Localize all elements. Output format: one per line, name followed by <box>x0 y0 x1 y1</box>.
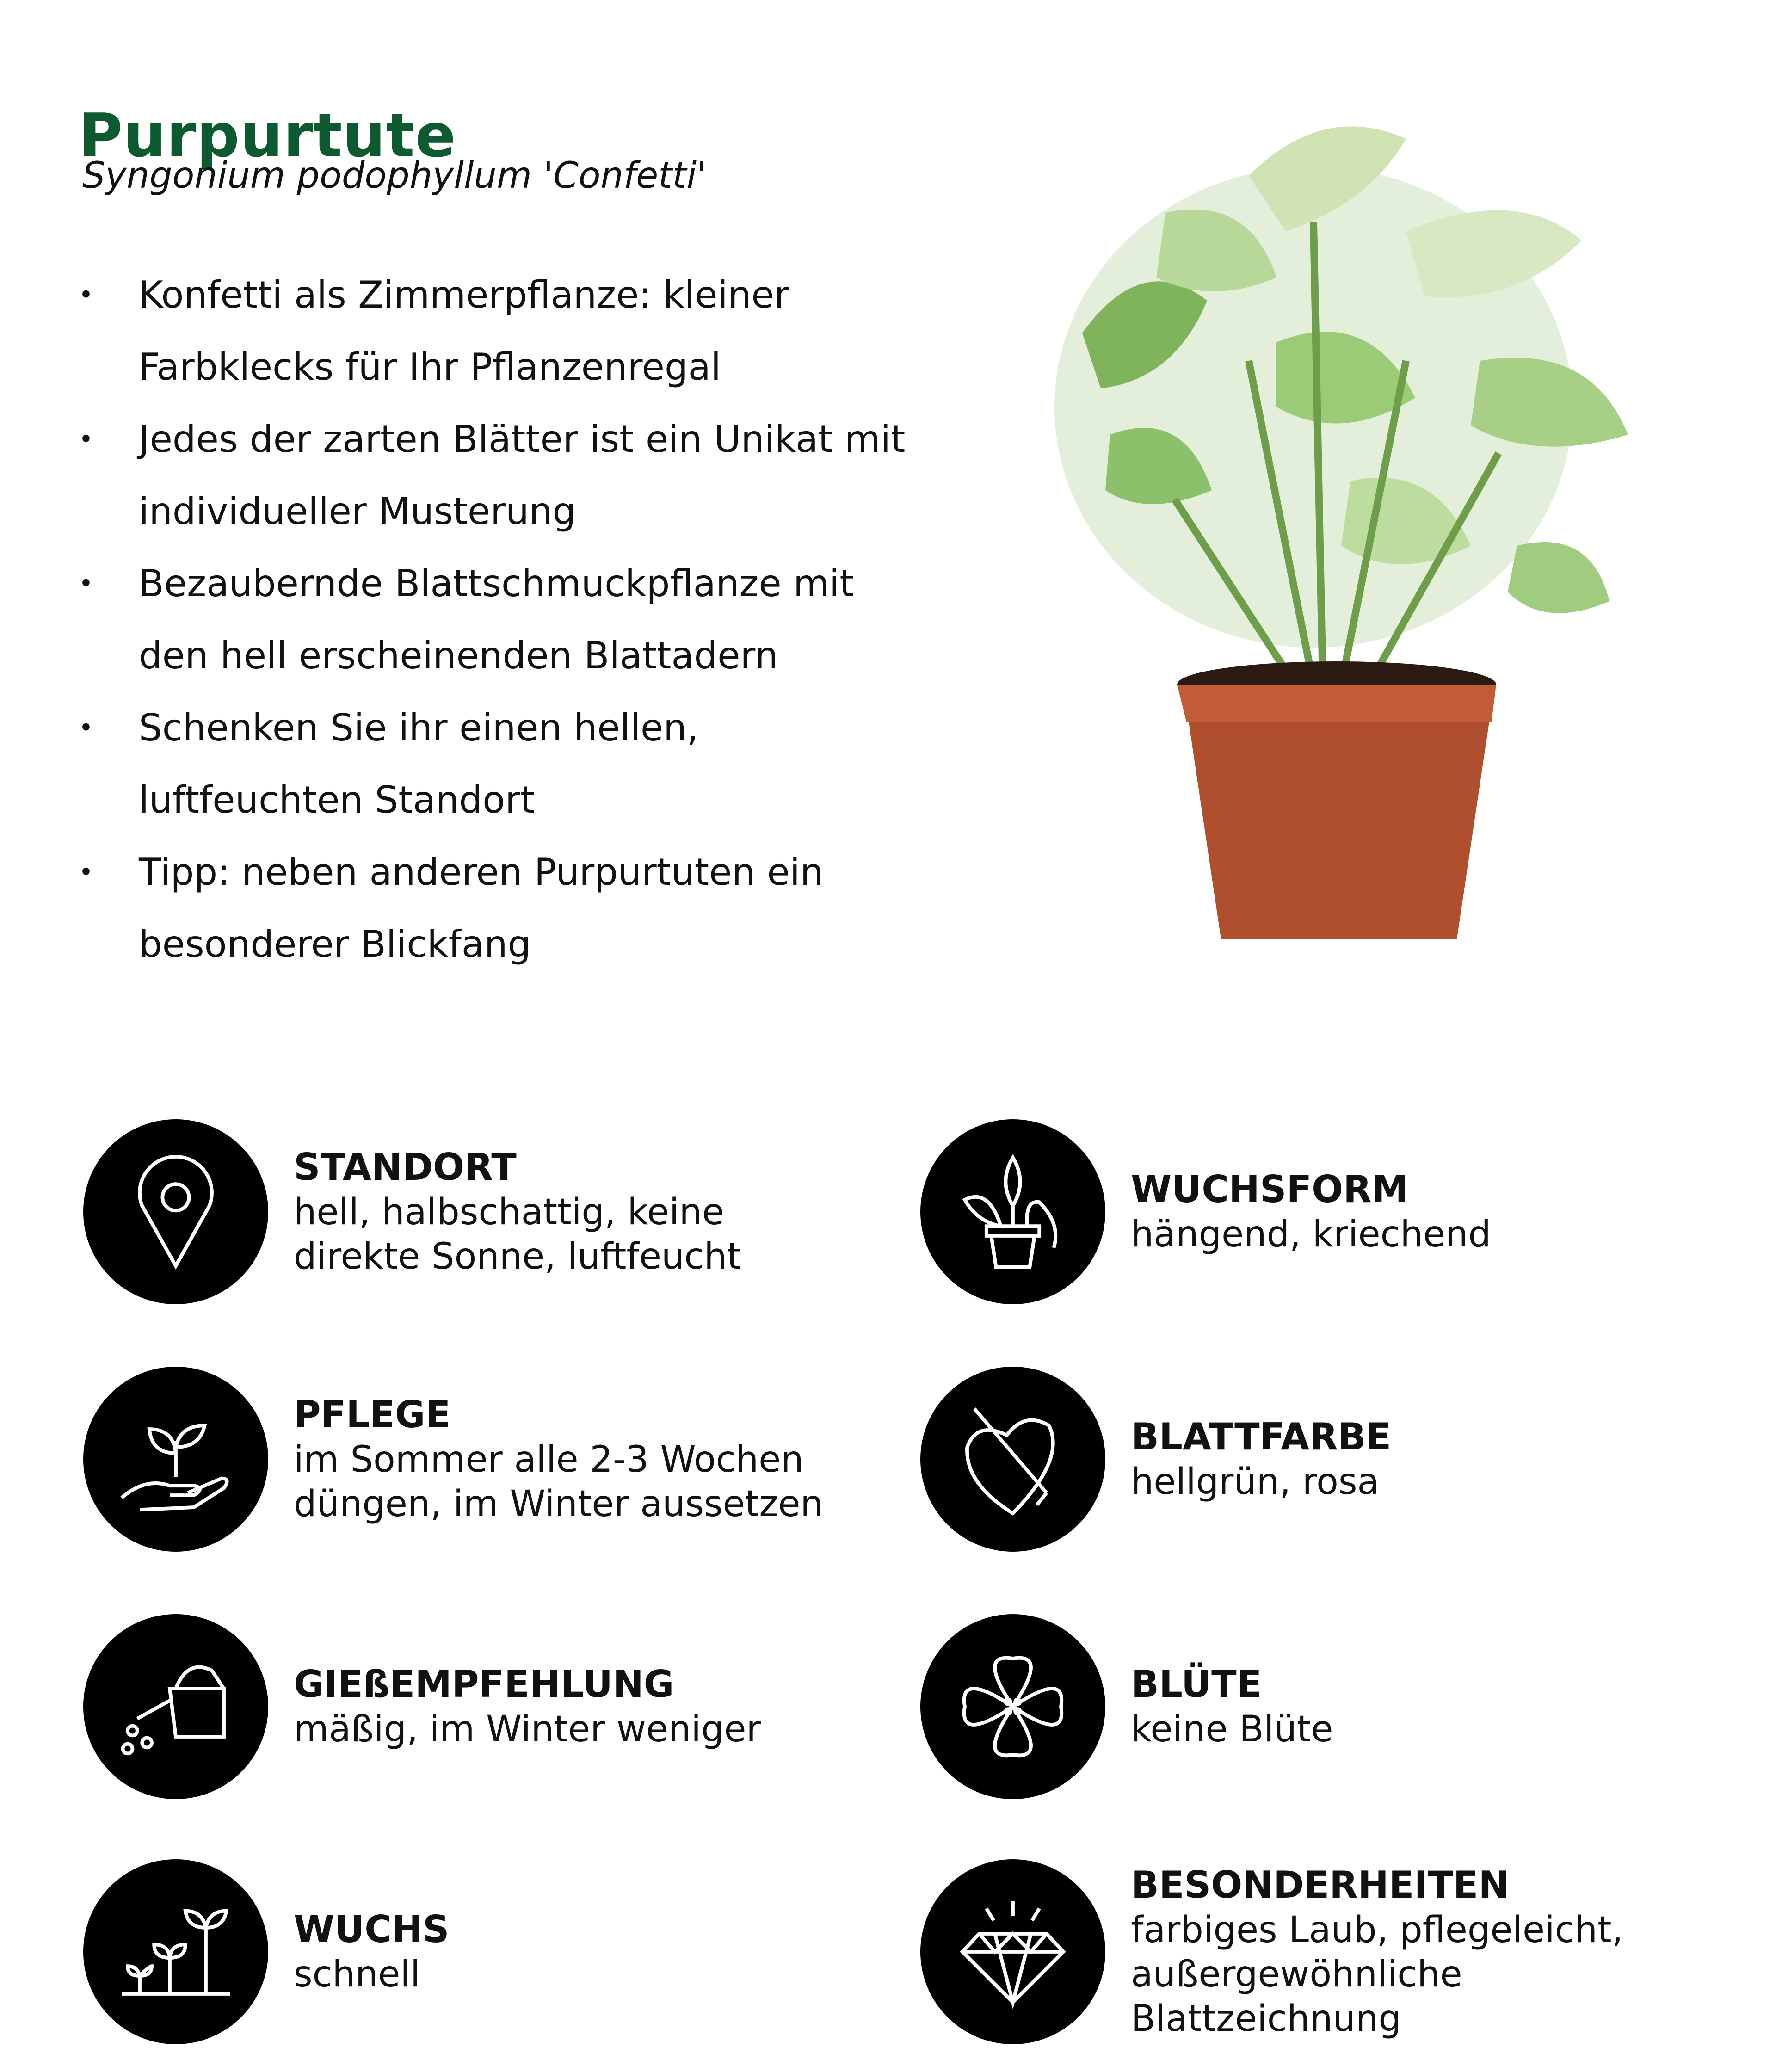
icon-circle <box>83 1367 268 1552</box>
feature-blattfarbe <box>920 1367 1707 1552</box>
feature-wuchs <box>83 1859 870 2044</box>
feature-value: keine Blüte <box>1131 1708 1333 1750</box>
icon-circle <box>83 1119 268 1304</box>
feature-label: WUCHS <box>294 1908 450 1951</box>
feature-label: WUCHSFORM <box>1131 1168 1409 1211</box>
feature-label: GIEßEMPFEHLUNG <box>294 1663 674 1706</box>
icon-circle <box>920 1367 1105 1552</box>
botanical-name: Syngonium podophyllum 'Confetti' <box>82 155 707 197</box>
plant-image <box>990 83 1720 971</box>
bullet-item: • Konfetti als Zimmerpflanze: kleiner Farbklecks für Ihr Pflanzenregal <box>74 259 906 403</box>
bullet-item: • Tipp: neben anderen Purpurtuten ein besonderer Blickfang <box>74 836 906 980</box>
feature-wuchsform <box>920 1119 1707 1304</box>
icon-circle <box>83 1859 268 2044</box>
feature-giessempfehlung <box>83 1614 870 1799</box>
icon-circle <box>920 1614 1105 1799</box>
hand-seedling-icon <box>116 1399 236 1519</box>
feature-value: hängend, kriechend <box>1131 1214 1491 1255</box>
leaf-brush-icon <box>953 1399 1073 1519</box>
feature-value: schnell <box>294 1954 420 1995</box>
flower-icon <box>953 1646 1073 1767</box>
location-pin-icon <box>116 1152 236 1272</box>
feature-label: BLÜTE <box>1131 1663 1262 1706</box>
feature-label: BESONDERHEITEN <box>1131 1863 1510 1906</box>
feature-pflege <box>83 1367 870 1552</box>
pot <box>1177 661 1496 939</box>
feature-besonderheiten <box>920 1859 1707 2044</box>
foliage <box>1054 126 1628 684</box>
feature-label: STANDORT <box>294 1146 517 1189</box>
page-title: Purpurtute <box>79 100 456 171</box>
potted-plant-icon <box>953 1152 1073 1272</box>
feature-standort <box>83 1119 870 1304</box>
bullet-item: • Schenken Sie ihr einen hellen, luftfeuchten Standort <box>74 692 906 836</box>
feature-value: hellgrün, rosa <box>1131 1461 1380 1503</box>
feature-bullet-list <box>74 259 906 980</box>
icon-circle <box>920 1859 1105 2044</box>
growth-sprouts-icon <box>116 1892 236 2012</box>
bullet-item: • Bezaubernde Blattschmuckpflanze mit den hell erscheinenden Blattadern <box>74 548 906 692</box>
feature-label: BLATTFARBE <box>1131 1415 1392 1458</box>
icon-circle <box>920 1119 1105 1304</box>
feature-value: im Sommer alle 2-3 Wochen düngen, im Winter aussetzen <box>294 1439 823 1525</box>
feature-bluete <box>920 1614 1707 1799</box>
feature-value: mäßig, im Winter weniger <box>294 1708 761 1750</box>
watering-can-icon <box>116 1646 236 1767</box>
feature-value: farbiges Laub, pflegeleicht, außergewöhnliche Blattzeichnung <box>1131 1909 1623 2040</box>
diamond-icon <box>953 1892 1073 2012</box>
icon-circle <box>83 1614 268 1799</box>
bullet-item: • Jedes der zarten Blätter ist ein Unikat mit individueller Musterung <box>74 403 906 548</box>
feature-label: PFLEGE <box>294 1393 451 1436</box>
feature-value: hell, halbschattig, keine direkte Sonne, luftfeucht <box>294 1191 741 1277</box>
